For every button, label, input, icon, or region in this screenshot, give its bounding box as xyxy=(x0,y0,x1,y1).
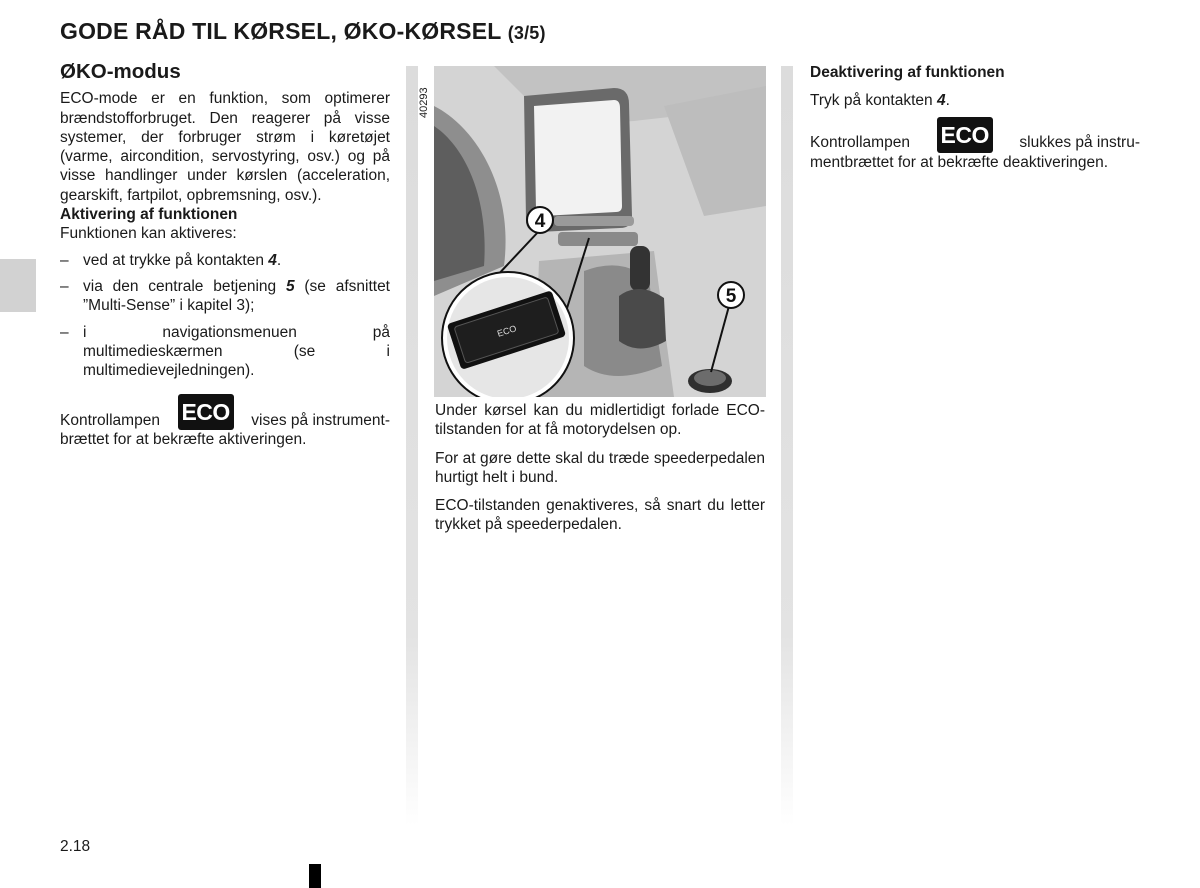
column-divider xyxy=(406,66,418,826)
column-divider xyxy=(781,66,793,826)
bullet-text-suffix: . xyxy=(276,251,282,269)
callout-5: 5 xyxy=(725,286,737,307)
eco-lamp-paragraph xyxy=(810,117,1140,172)
control-reference: 4 xyxy=(268,251,277,269)
paragraph: Under kørsel kan du midlertidigt forlade ECO-tilstanden for at få motorydelsen op. xyxy=(435,402,765,439)
list-item xyxy=(60,251,390,270)
column-left xyxy=(60,62,390,450)
page-title xyxy=(60,18,546,45)
dashboard-illustration xyxy=(434,66,766,397)
bullet-text-prefix: via den centrale betjening xyxy=(83,277,286,295)
deactivation-title: Deaktivering af funktionen xyxy=(810,64,1005,81)
column-middle xyxy=(435,401,765,535)
figure-number: 40293 xyxy=(418,87,430,118)
bullet-text: i navigationsmenuen på multimedieskærmen (se i multimedievejledningen). xyxy=(83,323,390,380)
press-instruction-prefix: Tryk på kontakten xyxy=(810,92,937,110)
paragraph: For at gøre dette skal du træde speederpedalen hurtigt helt i bund. xyxy=(435,449,765,486)
lamp-text: Kontrollampen xyxy=(60,412,160,430)
page-number: 2.18 xyxy=(60,838,91,855)
bullet-text xyxy=(83,251,390,270)
list-item xyxy=(60,277,390,316)
eco-lamp-paragraph xyxy=(60,394,390,449)
lamp-text-line2: mentbrættet for at bekræfte deaktiveringen. xyxy=(810,153,1109,171)
lamp-text-line2: brættet for at bekræfte aktiveringen. xyxy=(60,431,307,449)
column-right xyxy=(810,63,1140,172)
eco-indicator-icon: ECO xyxy=(178,394,234,430)
bullet-text xyxy=(83,277,390,316)
page-title-part: (3/5) xyxy=(507,23,546,43)
control-reference: 5 xyxy=(285,277,295,295)
activation-lead: Funktionen kan aktiveres: xyxy=(60,225,237,243)
press-instruction xyxy=(810,91,1140,110)
lamp-text: slukkes på instru- xyxy=(1019,134,1140,152)
callout-4: 4 xyxy=(534,211,546,232)
chapter-tab xyxy=(0,259,36,312)
control-reference: 4 xyxy=(936,92,946,110)
paragraph: ECO-tilstanden genaktiveres, så snart du letter trykket på speederpedalen. xyxy=(435,497,765,534)
bullet-text-prefix: ved at trykke på kontakten xyxy=(83,251,269,269)
lamp-text: Kontrollampen xyxy=(810,134,910,152)
bullet-text-suffix: (se afsnittet ”Multi-Sense” i kapitel 3); xyxy=(83,277,390,315)
bullet-dash: – xyxy=(60,277,69,295)
press-instruction-suffix: . xyxy=(945,92,950,110)
crop-mark xyxy=(309,864,321,888)
dashboard-illustration-svg xyxy=(434,66,766,397)
intro-paragraph: ECO-mode er en funktion, som optimerer brændstofforbruget. Den reagerer på visse systemer, der forbruger strøm i køretøjet (varme, aircondition, servostyring, osv.) og på visse handlinger under kørslen (acceleration, gearskift, fartpilot, opbremsning, osv.). xyxy=(60,90,390,204)
activation-title: Aktivering af funktionen xyxy=(60,206,238,224)
eco-indicator-icon: ECO xyxy=(937,117,993,153)
bullet-dash: – xyxy=(60,323,69,341)
section-title: ØKO-modus xyxy=(60,60,181,83)
page-title-text: GODE RÅD TIL KØRSEL, ØKO-KØRSEL xyxy=(60,18,502,44)
list-item xyxy=(60,323,390,381)
eco-button-label: ECO xyxy=(495,323,518,339)
lamp-text: vises på instrument- xyxy=(251,412,390,430)
bullet-dash: – xyxy=(60,251,69,269)
